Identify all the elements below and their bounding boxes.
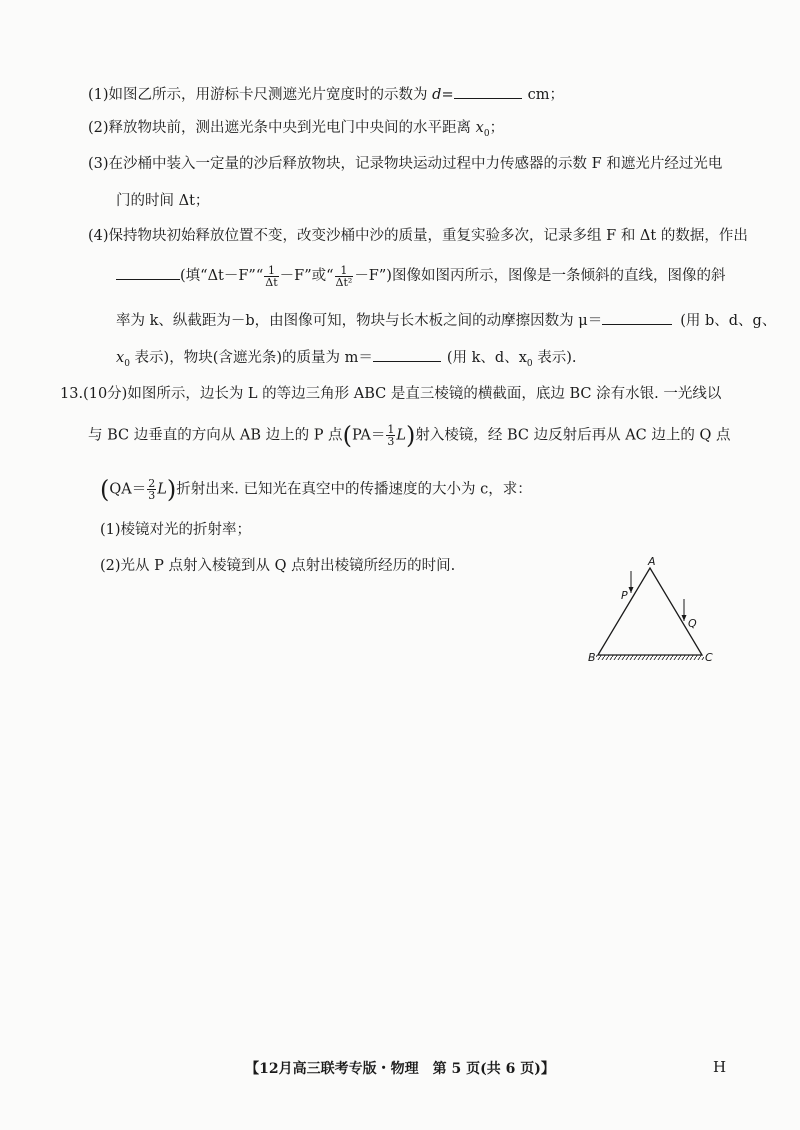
answer-blank-d[interactable] (454, 83, 522, 99)
fraction-1-over-dt: $\frac{1}{\Delta t}$ (265, 263, 278, 289)
fraction-1-over-dt2: $\frac{1}{\text{Δt²}}$ (335, 263, 353, 289)
exp-step-3-line1: (3)在沙桶中装入一定量的沙后释放物块，记录物块运动过程中力传感器的示数 F 和遮光片经过光电 (88, 156, 723, 172)
label-a: A (648, 555, 656, 568)
triangle-abc (598, 568, 702, 655)
answer-blank-mu[interactable] (602, 309, 672, 325)
fraction-2-over-3: $\frac{2}{3}$ (148, 477, 156, 502)
label-c: C (705, 651, 713, 664)
exp-step-4-line2: (填“Δt－F”“ $\frac{1}{\Delta t}$ －F”或“ $\frac{1}{\text{Δt²}}$ －F”)图像如图丙所示，图像是一条倾斜的直线，图像的斜 (116, 264, 725, 288)
label-b: B (588, 651, 596, 664)
q13-line1: 13.(10分)如图所示，边长为 L 的等边三角形 ABC 是直三棱镜的横截面，底边 BC 涂有水银. 一光线以 (60, 386, 722, 402)
exit-ray-arrow-icon (682, 615, 687, 621)
answer-blank-graph-type[interactable] (116, 264, 180, 280)
incident-ray-arrow-icon (629, 587, 634, 593)
q13-part-2: (2)光从 P 点射入棱镜到从 Q 点射出棱镜所经历的时间. (100, 558, 456, 574)
mercury-coating (596, 655, 704, 660)
q13-line3: (QA＝ $\frac{2}{3}$ L)折射出来. 已知光在真空中的传播速度的大小为 c，求： (100, 475, 532, 504)
q13-line2: 与 BC 边垂直的方向从 AB 边上的 P 点(PA＝ $\frac{1}{3}$ L)射入棱镜，经 BC 边反射后再从 AC 边上的 Q 点 (88, 421, 731, 450)
exp-step-4-line1: (4)保持物块初始释放位置不变，改变沙桶中沙的质量，重复实验多次，记录多组 F 和 Δt 的数据，作出 (88, 228, 748, 244)
prism-figure (580, 555, 730, 673)
exp-step-4-line3: 率为 k、纵截距为－b，由图像可知，物块与长木板之间的动摩擦因数为 μ＝ (用 b、d、g、 (116, 309, 776, 332)
label-q: Q (688, 617, 697, 630)
version-mark: H (713, 1058, 727, 1076)
exp-step-2: (2)释放物块前，测出遮光条中央到光电门中央间的水平距离 $x_0$； (88, 120, 505, 139)
answer-blank-m[interactable] (373, 346, 441, 362)
exp-step-4-line4: $x_0$ 表示)，物块(含遮光条)的质量为 m＝ (用 k、d、$x_0$ 表示). (116, 346, 577, 375)
label-p: P (621, 589, 628, 602)
exp-step-1: (1)如图乙所示，用游标卡尺测遮光片宽度时的示数为 d= cm； (88, 83, 564, 106)
fraction-1-over-3: $\frac{1}{3}$ (387, 423, 395, 448)
page-footer: 【12月高三联考专版・物理 第 5 页(共 6 页)】 (245, 1061, 555, 1077)
exp-step-3-line2: 门的时间 Δt； (116, 193, 210, 209)
q13-part-1: (1)棱镜对光的折射率； (100, 522, 252, 538)
